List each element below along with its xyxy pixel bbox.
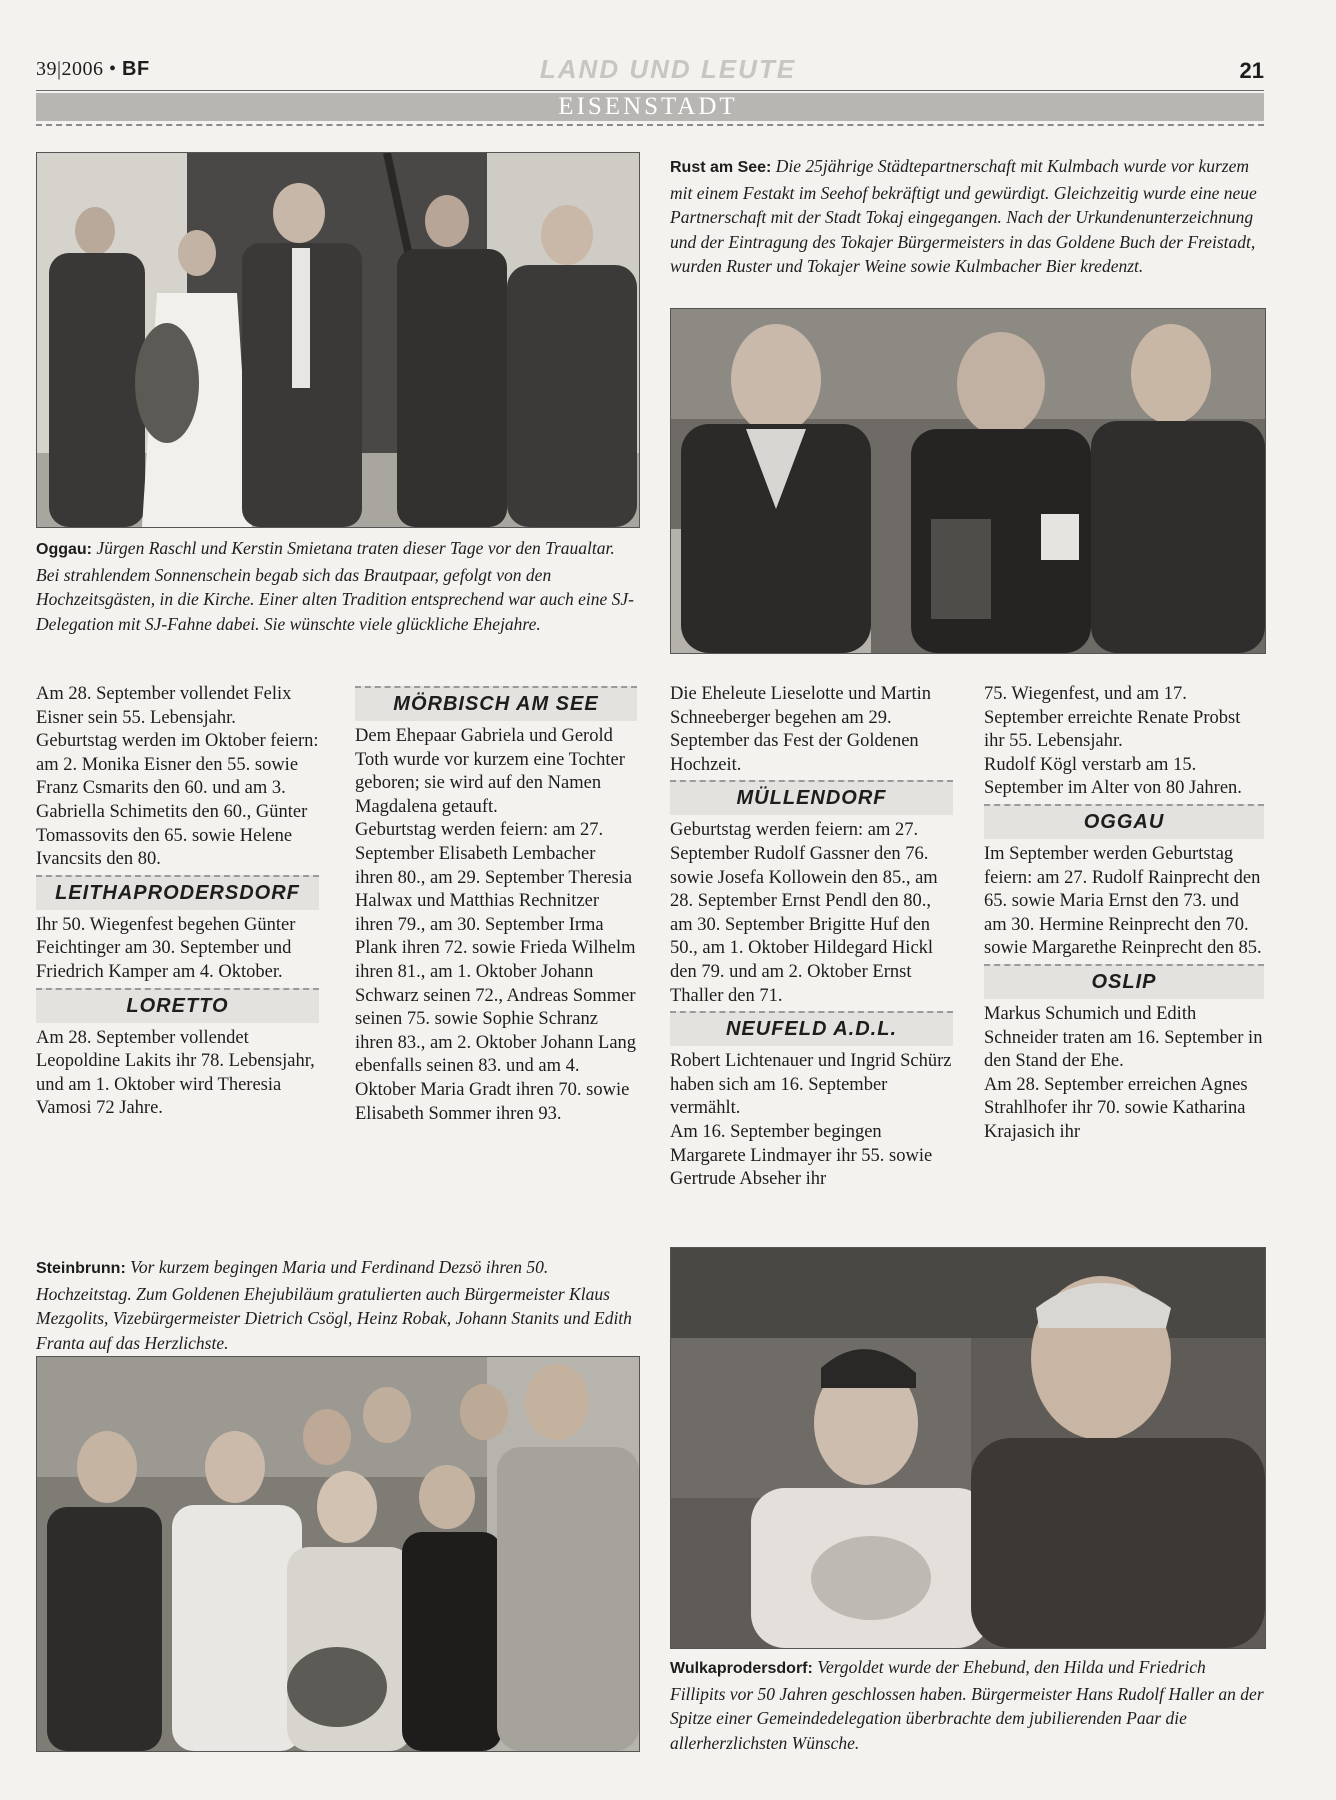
caption-rust-text: Die 25jährige Städtepartnerschaft mit Kulmbach wurde vor kurzem mit einem Festakt im Seehof bekräftigt und gewürdigt. Gleichzeitig wurde eine neue Partnerschaft mit der Stadt Tokaj eingegangen. Nach der Urkundenunterzeichnung und der Eintragung des Tokajer Bürgermeisters in das Goldene Buch der Freistadt, wurden Ruster und Tokajer Weine sowie Kulmbacher Bier kredenzt.	[670, 156, 1257, 276]
photo-oggau-wedding	[36, 152, 640, 528]
caption-rust-place: Rust am See:	[670, 159, 772, 176]
text-muellendorf: Geburtstag werden feiern: am 27. September Rudolf Gassner den 76. sowie Josefa Kollowein den 85., am 28. September Ernst Pendl den 80., am 30. September Brigitte Huf den 50., am 1. Oktober Hildegard Hickl den 79. und am 2. Oktober Ernst Thaller den 71.	[670, 820, 938, 1006]
text-leithaprodersdorf: Ihr 50. Wiegenfest begehen Günter Feichtinger am 30. September und Friedrich Kamper am 4. Oktober.	[36, 914, 296, 982]
caption-wulkaprodersdorf-place: Wulkaprodersdorf:	[670, 1660, 813, 1677]
issue-number: 39|2006	[36, 58, 104, 80]
column-4	[984, 683, 1264, 1145]
section-title: EISENSTADT	[558, 93, 738, 120]
heading-moerbisch: MÖRBISCH AM SEE	[355, 686, 637, 721]
heading-oggau: OGGAU	[984, 804, 1264, 839]
publication-logo: BF	[122, 58, 150, 80]
heading-muellendorf: MÜLLENDORF	[670, 780, 953, 815]
column-1	[36, 683, 319, 1121]
caption-wulkaprodersdorf	[670, 1655, 1264, 1755]
caption-wulkaprodersdorf-text: Vergoldet wurde der Ehebund, den Hilda und Friedrich Fillipits vor 50 Jahren geschlossen haben. Bürgermeister Hans Rudolf Haller an der Spitze einer Gemeindedelegation überbrachte dem jubilierenden Paar die allerherzlichsten Wünsche.	[670, 1657, 1264, 1753]
caption-oggau	[36, 536, 640, 636]
caption-steinbrunn-place: Steinbrunn:	[36, 1260, 126, 1277]
caption-rust	[670, 154, 1264, 279]
column-1-intro: Am 28. September vollendet Felix Eisner sein 55. Lebensjahr. Geburtstag werden im Oktober feiern: am 2. Monika Eisner den 55. sowie Franz Csmarits den 60. und am 3. Gabriella Schimetits den 60., Günter Tomassovits den 65. sowie Helene Ivancsits den 80.	[36, 684, 319, 870]
caption-oggau-place: Oggau:	[36, 541, 92, 558]
text-loretto: Am 28. September vollendet Leopoldine Lakits ihr 78. Lebensjahr, und am 1. Oktober wird Theresia Vamosi 72 Jahre.	[36, 1027, 315, 1119]
header-rule	[36, 90, 1264, 91]
column-3-intro: Die Eheleute Lieselotte und Martin Schneeberger begehen am 29. September das Fest der Goldenen Hochzeit.	[670, 684, 931, 775]
text-oggau: Im September werden Geburtstag feiern: am 27. Rudolf Rainprecht den 65. sowie Maria Ernst den 73. und am 30. Hermine Reinprecht den 70. sowie Margarethe Reinprecht den 85.	[984, 843, 1262, 959]
column-4-intro: 75. Wiegenfest, und am 17. September erreichte Renate Probst ihr 55. Lebensjahr. Rudolf Kögl verstarb am 15. September im Alter von 80 Jahren.	[984, 684, 1242, 799]
photo-rust-officials	[670, 308, 1266, 654]
section-divider	[36, 124, 1264, 126]
text-neufeld: Robert Lichtenauer und Ingrid Schürz haben sich am 16. September vermählt. Am 16. September begingen Margarete Lindmayer ihr 55. sowie Gertrude Abseher ihr	[670, 1051, 952, 1190]
issue-bullet: •	[109, 58, 117, 80]
heading-leithaprodersdorf: LEITHAPRODERSDORF	[36, 875, 319, 910]
photo-steinbrunn-group	[36, 1356, 640, 1752]
photo-wulkaprodersdorf-couple	[670, 1247, 1266, 1649]
issue-label	[36, 58, 150, 81]
page-number: 21	[1239, 58, 1264, 83]
heading-loretto: LORETTO	[36, 988, 319, 1023]
text-moerbisch: Dem Ehepaar Gabriela und Gerold Toth wurde vor kurzem eine Tochter geboren; sie wird auf den Namen Magdalena getauft. Geburtstag werden feiern: am 27. September Elisabeth Lembacher ihren 80., am 29. September Theresia Halwax und Matthias Rechnitzer ihren 79., am 30. September Irma Plank ihren 72. sowie Frieda Wilhelm ihren 81., am 1. Oktober Johann Schwarz seinen 72., Andreas Sommer seinen 75. sowie Sophie Schranz ihren 83., am 2. Oktober Johann Lang ebenfalls seinen 83. und am 4. Oktober Maria Gradt ihren 70. sowie Elisabeth Sommer ihren 93.	[355, 726, 637, 1124]
heading-oslip: OSLIP	[984, 964, 1264, 999]
column-3	[670, 683, 953, 1192]
caption-steinbrunn-text: Vor kurzem begingen Maria und Ferdinand Dezsö ihren 50. Hochzeitstag. Zum Goldenen Ehejubiläum gratulierten auch Bürgermeister Klaus Mezgolits, Vizebürgermeister Dietrich Csögl, Heinz Robak, Johann Stanits und Edith Franta auf das Herzlichste.	[36, 1257, 632, 1353]
caption-steinbrunn	[36, 1255, 640, 1355]
column-2	[355, 683, 637, 1126]
caption-oggau-text: Jürgen Raschl und Kerstin Smietana traten dieser Tage vor den Traualtar. Bei strahlendem Sonnenschein begab sich das Brautpaar, gefolgt von den Hochzeitsgästen, in die Kirche. Einer alten Tradition entsprechend war auch eine SJ-Delegation mit SJ-Fahne dabei. Sie wünschte viele glückliche Ehejahre.	[36, 538, 634, 634]
rubric-title: LAND UND LEUTE	[539, 54, 797, 84]
heading-neufeld: NEUFELD A.D.L.	[670, 1011, 953, 1046]
text-oslip: Markus Schumich und Edith Schneider traten am 16. September in den Stand der Ehe. Am 28. September erreichen Agnes Strahlhofer ihr 70. sowie Katharina Krajasich ihr	[984, 1003, 1263, 1142]
